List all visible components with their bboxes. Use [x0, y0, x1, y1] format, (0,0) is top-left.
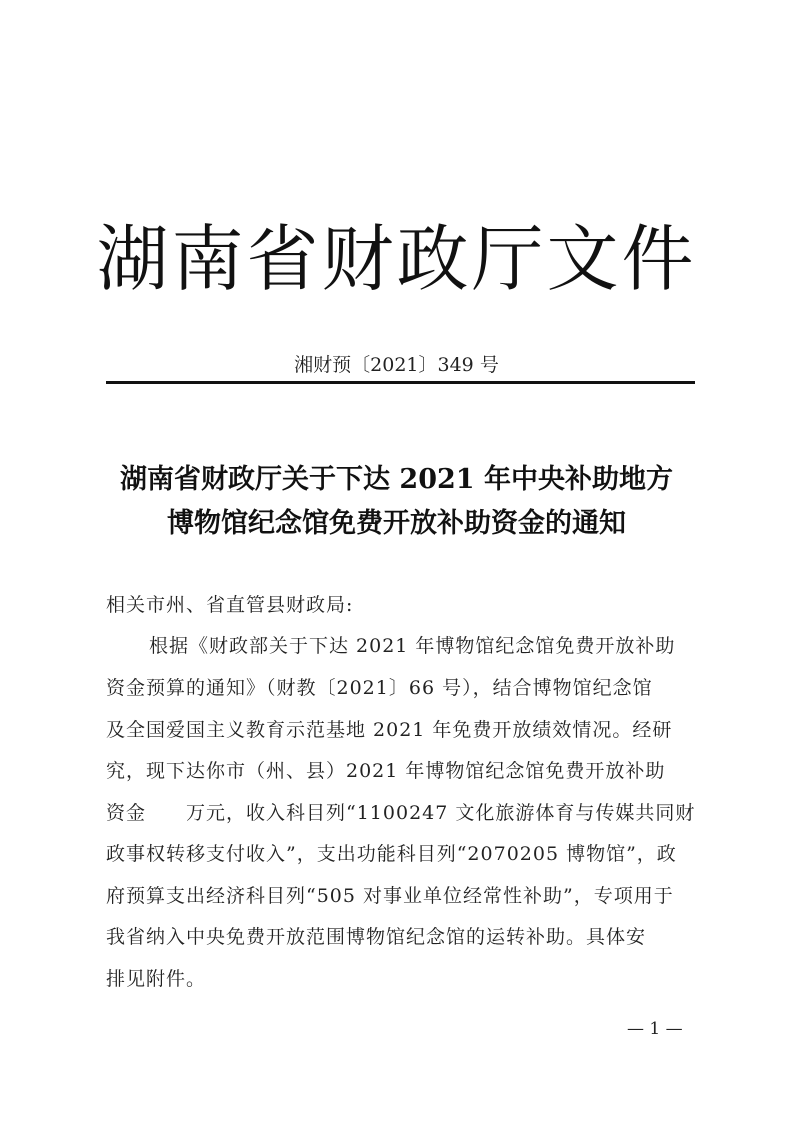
body-line-8: 我省纳入中央免费开放范围博物馆纪念馆的运转补助。具体安 [106, 926, 647, 948]
body-line-6: 政事权转移支付收入”，支出功能科目列“2070205 博物馆”，政 [106, 843, 677, 865]
document-title-line-1: 湖南省财政厅关于下达 2021 年中央补助地方 [120, 464, 673, 495]
body-line-4: 究，现下达你市（州、县）2021 年博物馆纪念馆免费开放补助 [106, 760, 666, 782]
page-number: — 1 — [627, 1019, 683, 1039]
header-divider [106, 381, 695, 384]
document-header: 湖南省财政厅文件 [96, 217, 697, 301]
document-title-line-2: 博物馆纪念馆免费开放补助资金的通知 [167, 508, 626, 539]
salutation: 相关市州、省直管县财政局: [106, 594, 354, 616]
body-line-1: 根据《财政部关于下达 2021 年博物馆纪念馆免费开放补助 [149, 635, 676, 657]
body-line-9: 排见附件。 [106, 968, 207, 990]
body-line-5: 资金 万元，收入科目列“1100247 文化旅游体育与传媒共同财 [106, 802, 696, 824]
body-line-3: 及全国爱国主义教育示范基地 2021 年免费开放绩效情况。经研 [106, 719, 673, 741]
body-line-2: 资金预算的通知》（财教〔2021〕66 号），结合博物馆纪念馆 [106, 677, 653, 699]
body-line-7: 府预算支出经济科目列“505 对事业单位经常性补助”，专项用于 [106, 885, 674, 907]
document-number: 湘财预〔2021〕349 号 [294, 354, 499, 376]
